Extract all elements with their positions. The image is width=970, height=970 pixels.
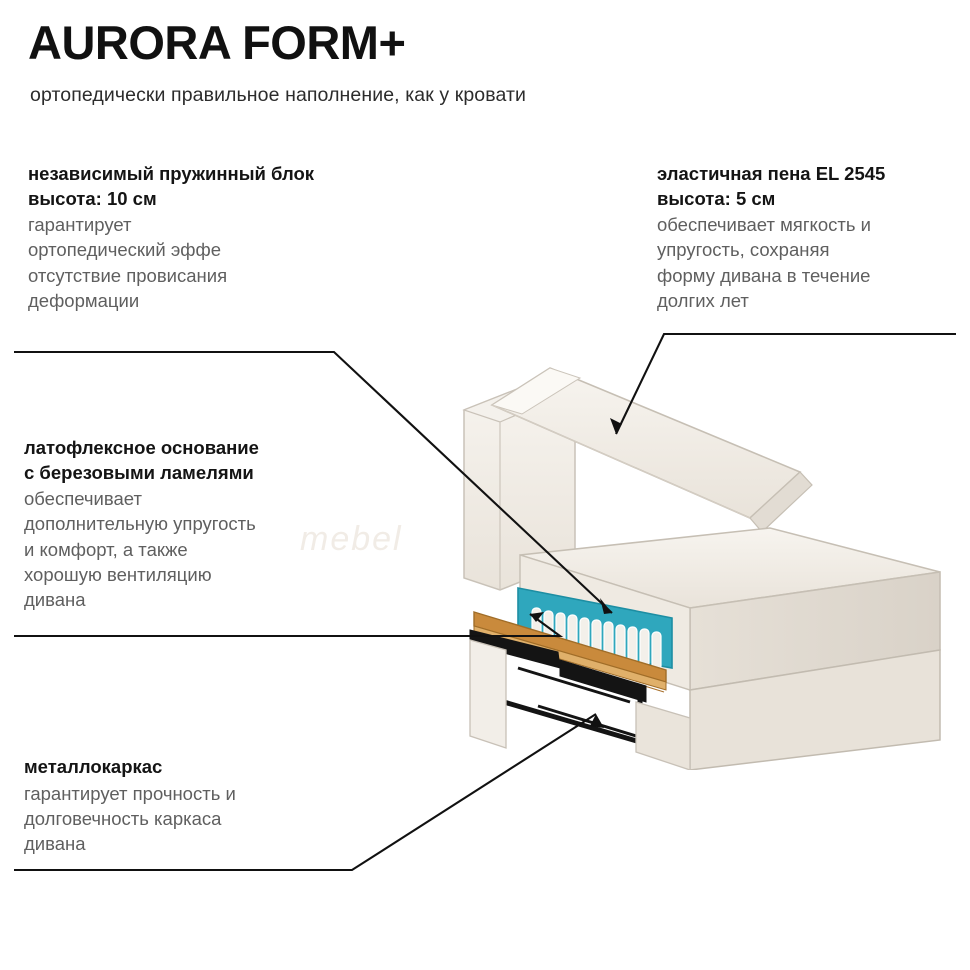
callout-spring-block [28,162,358,313]
page-subtitle: ортопедически правильное наполнение, как у кровати [30,84,527,106]
callout-latoflex-base-heading: латофлексное основание с березовыми ламелями [24,437,259,483]
callout-spring-block-body: гарантирует ортопедический эффе отсутствие провисания деформации [28,214,228,311]
watermark: mebel [300,520,403,558]
callout-spring-block-heading: независимый пружинный блок высота: 10 см [28,163,315,209]
sofa-cutaway-illustration [440,350,960,770]
page-title: AURORA FORM+ [28,16,406,69]
callout-latoflex-base [24,436,354,612]
callout-metal-frame-heading: металлокаркас [24,756,163,777]
callout-latoflex-base-body: обеспечивает дополнительную упругость и комфорт, а также хорошую вентиляцию дивана [24,488,256,610]
callout-elastic-foam [657,162,957,313]
callout-elastic-foam-body: обеспечивает мягкость и упругость, сохраняя форму дивана в течение долгих лет [657,214,871,311]
callout-metal-frame-body: гарантирует прочность и долговечность каркаса дивана [24,782,236,854]
callout-elastic-foam-heading: эластичная пена EL 2545 высота: 5 см [657,163,886,209]
callout-metal-frame [24,755,354,856]
